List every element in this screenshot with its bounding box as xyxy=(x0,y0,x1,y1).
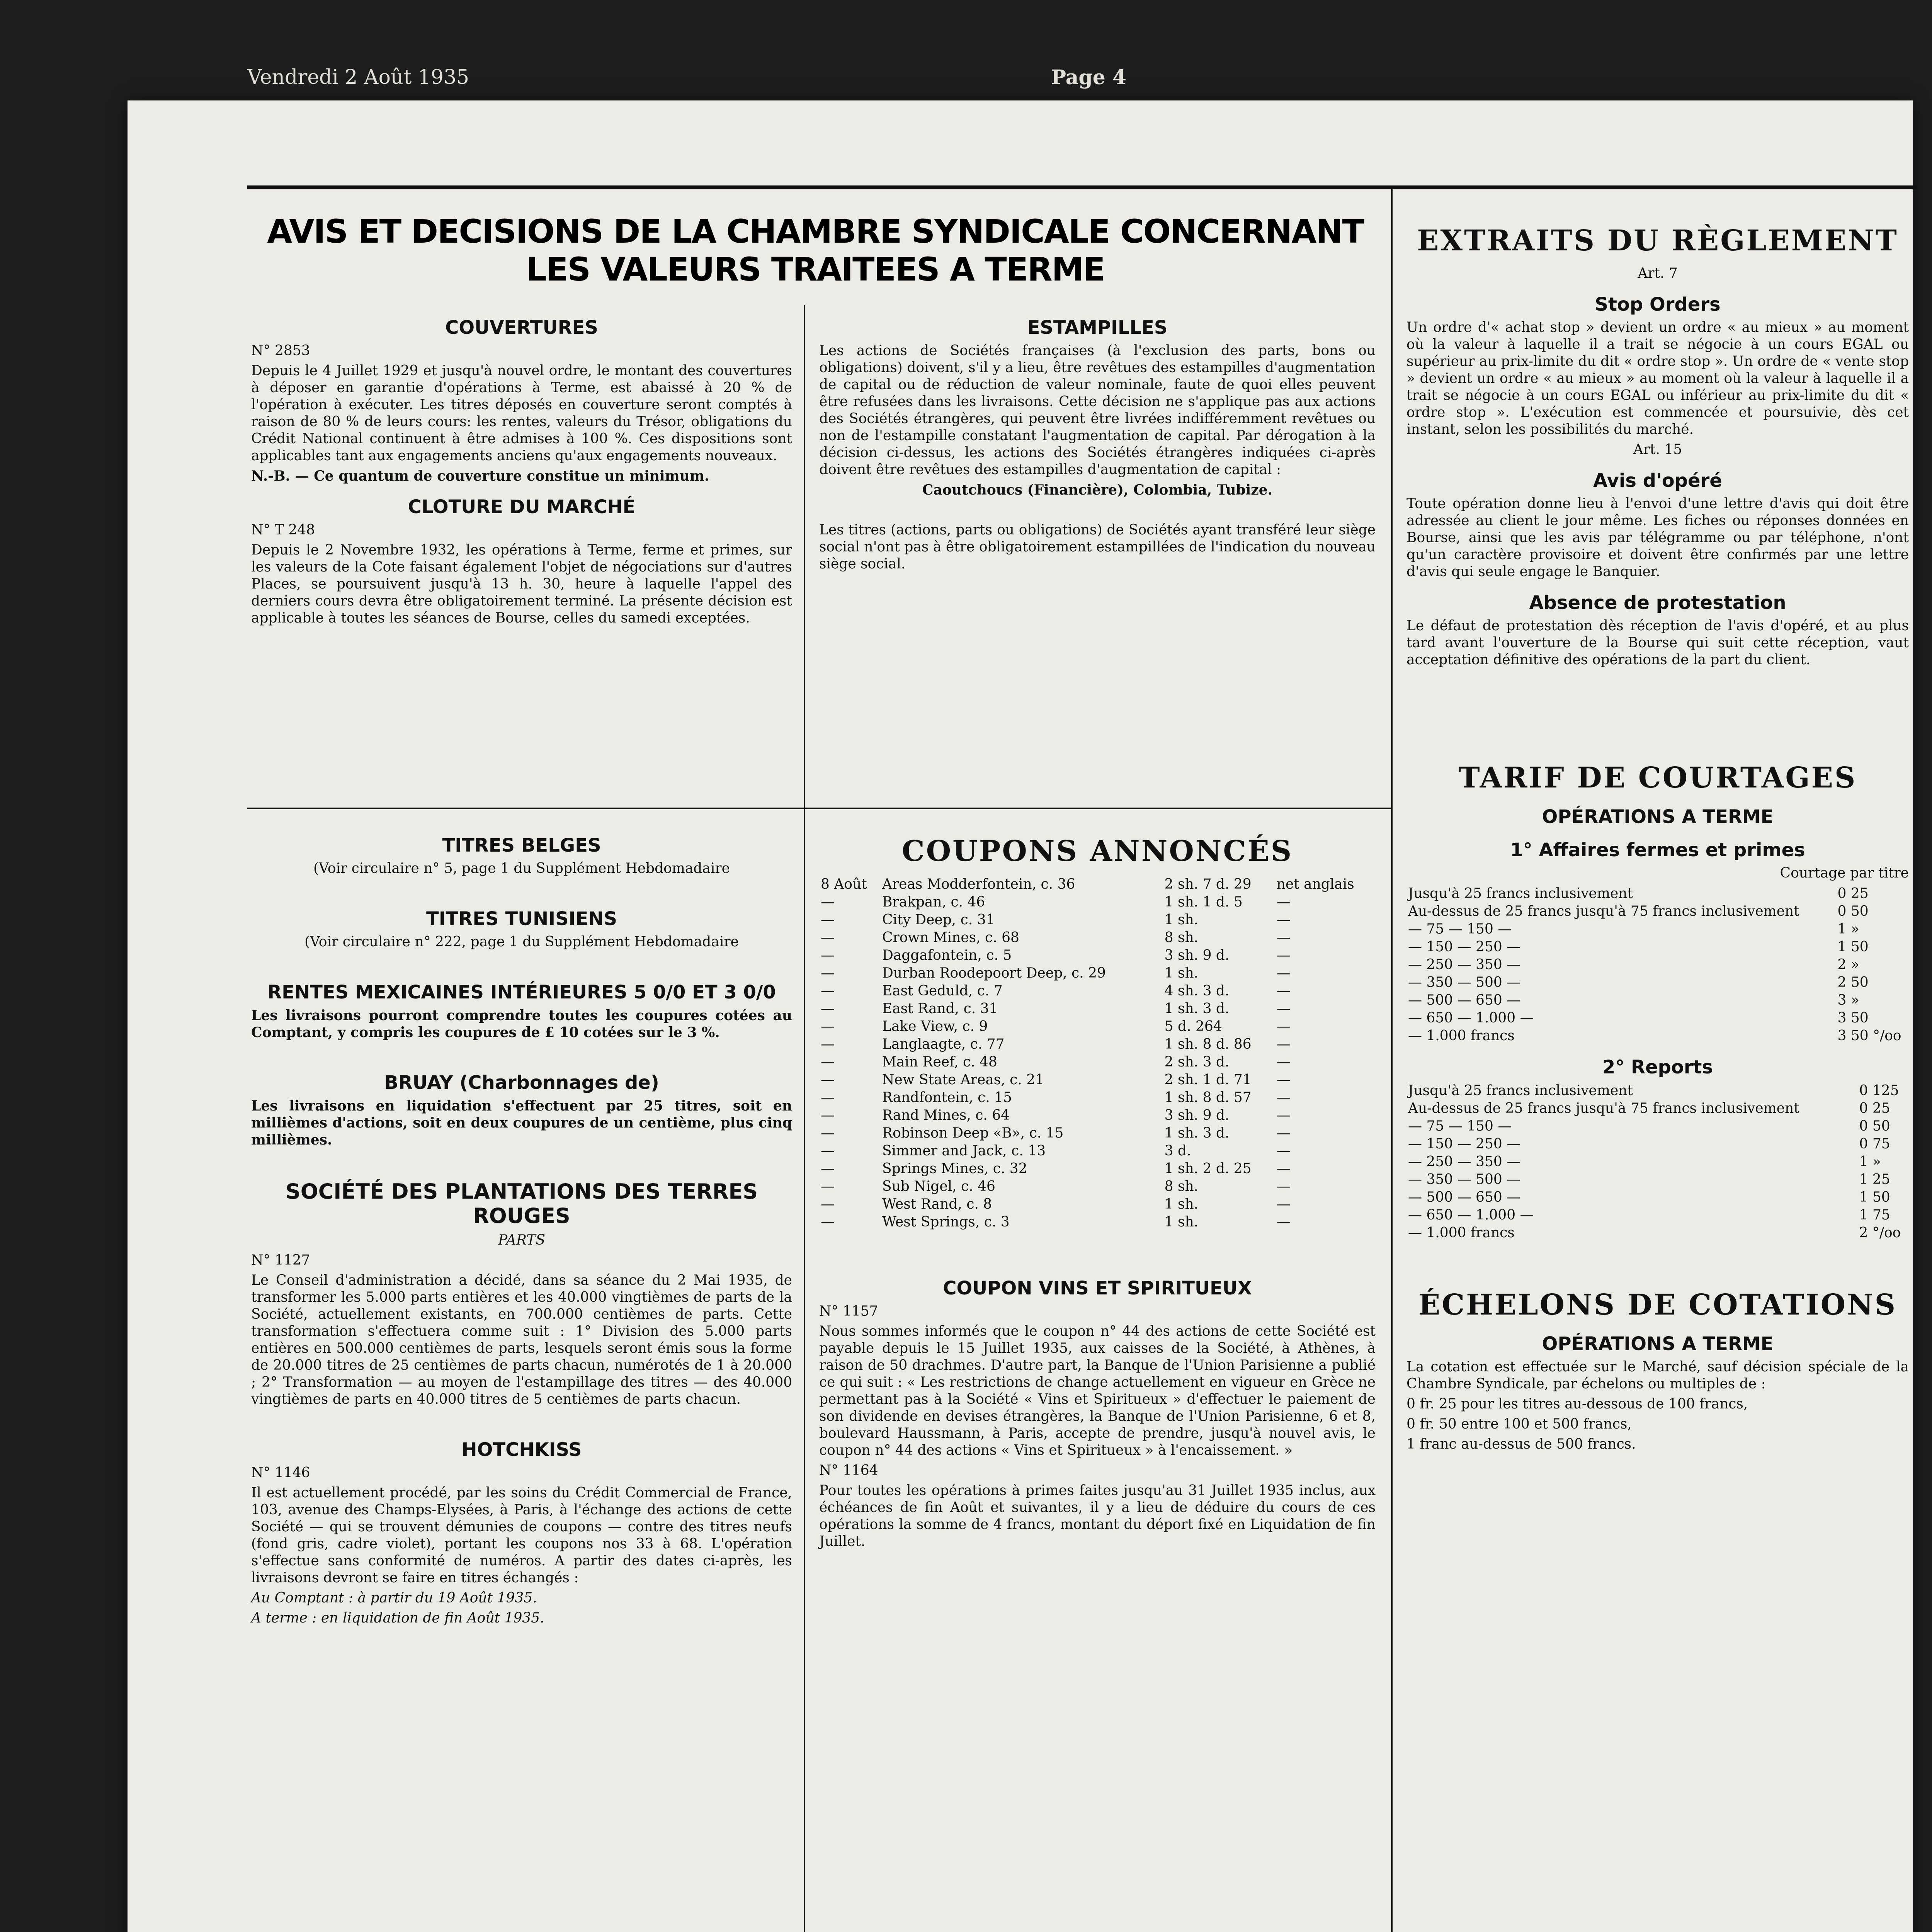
report-row-cell: — 500 — 650 — xyxy=(1408,1189,1521,1205)
coupon-row-cell: — xyxy=(1276,1019,1291,1034)
art-15: Art. 15 xyxy=(1633,442,1682,457)
vins-text2: Pour toutes les opérations à primes faites jusqu'au 31 Juillet 1935 inclus, aux échéances de fin Août et suivantes, il y a lieu de déduire du cours de ces opérations la somme de 4 francs, montant du déport fixé en Liquidation de fin Juillet. xyxy=(819,1483,1376,1549)
estampilles-heading: ESTAMPILLES xyxy=(1027,317,1168,338)
report-row-cell: 1 75 xyxy=(1859,1207,1890,1223)
coupon-row xyxy=(819,1124,1376,1142)
coupon-row xyxy=(819,982,1376,1000)
hotchkiss-heading: HOTCHKISS xyxy=(461,1439,582,1461)
coupon-row-cell: — xyxy=(1276,1125,1291,1141)
rate-row-cell: — 150 — 250 — xyxy=(1408,939,1521,955)
coupon-row-cell: West Springs, c. 3 xyxy=(882,1214,1010,1230)
echelons-heading: ÉCHELONS DE COTATIONS xyxy=(1418,1288,1897,1321)
stop-orders-text: Un ordre d'« achat stop » devient un ordre « au mieux » au moment où la valeur à laquelle il a trait se négocie à un cours EGAL ou supérieur au prix-limite du dit « ordre stop ». Un ordre de « vente stop » devient un ordre « au mieux » au moment où la valeur à laquelle il a trait se négocie à un cours EGAL ou inférieur au prix-limite du dit « ordre stop ». L'exécution est commencée et poursuivie, dès cet instant, selon les possibilités du marché. xyxy=(1406,320,1909,437)
page-header xyxy=(124,54,1909,112)
coupon-row-cell: — xyxy=(1276,1143,1291,1159)
rate-row xyxy=(1406,956,1909,974)
coupon-row xyxy=(819,1160,1376,1178)
mid-col-bottom xyxy=(819,823,1376,1553)
rate-row-cell: — 500 — 650 — xyxy=(1408,992,1521,1008)
column-rule xyxy=(804,808,805,1932)
coupon-row-cell: Robinson Deep «B», c. 15 xyxy=(882,1125,1064,1141)
coupon-row xyxy=(819,876,1376,893)
coupon-row-cell: Durban Roodepoort Deep, c. 29 xyxy=(882,965,1106,981)
coupon-row-cell: — xyxy=(1276,1001,1291,1017)
report-row-cell: Jusqu'à 25 francs inclusivement xyxy=(1408,1083,1633,1099)
rate-row xyxy=(1406,920,1909,938)
estampilles-list: Caoutchoucs (Financière), Colombia, Tubize. xyxy=(922,482,1273,498)
coupon-row-cell: — xyxy=(821,1143,835,1159)
reports-heading: 2° Reports xyxy=(1602,1056,1713,1078)
right-col xyxy=(1406,213,1909,1456)
issue-date: Vendredi 2 Août 1935 xyxy=(247,66,469,89)
vins-no2: N° 1164 xyxy=(819,1463,878,1478)
coupon-row-cell: Simmer and Jack, c. 13 xyxy=(882,1143,1046,1159)
rate-row-cell: 0 50 xyxy=(1837,903,1869,919)
coupon-row-cell: Lake View, c. 9 xyxy=(882,1019,988,1034)
couvertures-nb: N.-B. — Ce quantum de couverture constitue un minimum. xyxy=(251,468,709,484)
couvertures-text: Depuis le 4 Juillet 1929 et jusqu'à nouvel ordre, le montant des couvertures à déposer en garantie d'opérations à Terme, est abaissé à 20 % de l'opération à exécuter. Les titres déposés en couverture seront comptés à raison de 80 % de leurs cours: les rentes, valeurs du Trésor, obligations du Crédit National continuent à être admises à 100 %. Ces dispositions sont applicables tant aux engagements anciens qu'aux engagements nouveaux. xyxy=(251,363,792,464)
coupon-row xyxy=(819,1053,1376,1071)
report-row xyxy=(1406,1100,1909,1117)
terres-rouges-heading: SOCIÉTÉ DES PLANTATIONS DES TERRES ROUGES xyxy=(285,1179,758,1228)
tunisiens-text: (Voir circulaire n° 222, page 1 du Supplément Hebdomadaire xyxy=(304,934,739,950)
coupon-row-cell: 2 sh. 3 d. xyxy=(1164,1054,1230,1070)
coupon-row-cell: — xyxy=(1276,1090,1291,1105)
coupon-row xyxy=(819,1036,1376,1053)
coupon-row-cell: — xyxy=(1276,1196,1291,1212)
coupon-row-cell: net anglais xyxy=(1276,876,1354,892)
rate-row xyxy=(1406,903,1909,920)
belges-text: (Voir circulaire n° 5, page 1 du Supplément Hebdomadaire xyxy=(313,861,730,876)
coupon-row-cell: 1 sh. 8 d. 57 xyxy=(1164,1090,1252,1105)
estampilles-text: Les actions de Sociétés françaises (à l'exclusion des parts, bons ou obligations) doivent, s'il y a lieu, être revêtues des estampilles d'augmentation de capital ou de réduction de valeur nominale, faute de quoi elles peuvent être refusées dans les livraisons. Cette décision ne s'applique pas aux actions des Sociétés étrangères, qui peuvent être livrées indifféremment revêtues ou non de l'estampille constatant l'augmentation de capital. Par dérogation à la décision ci-dessus, les actions des Sociétés étrangères indiquées ci-après doivent être revêtues des estampilles d'augmentation de capital : xyxy=(819,343,1376,478)
rate-row xyxy=(1406,885,1909,903)
coupon-row-cell: — xyxy=(821,1054,835,1070)
coupon-row-cell: 1 sh. 3 d. xyxy=(1164,1125,1230,1141)
reglement-heading: EXTRAITS DU RÈGLEMENT xyxy=(1417,224,1898,257)
estampilles-text2: Les titres (actions, parts ou obligations) de Sociétés ayant transféré leur siège social n'ont pas à être obligatoirement estampillées de l'indication du nouveau siège social. xyxy=(819,522,1376,572)
coupon-row xyxy=(819,1107,1376,1124)
rentes-heading: RENTES MEXICAINES INTÉRIEURES 5 0/0 ET 3 0/0 xyxy=(267,981,776,1003)
courtage-label: Courtage par titre xyxy=(1780,865,1909,881)
rates-table-1 xyxy=(1406,885,1909,1045)
coupon-row xyxy=(819,1000,1376,1018)
coupon-row-cell: 3 d. xyxy=(1164,1143,1191,1159)
column-rule xyxy=(804,305,805,808)
coupon-row-cell: Randfontein, c. 15 xyxy=(882,1090,1012,1105)
rate-row xyxy=(1406,1027,1909,1045)
left-col-bottom xyxy=(251,823,792,1630)
coupon-row-cell: — xyxy=(821,1107,835,1123)
rate-row-cell: — 75 — 150 — xyxy=(1408,921,1512,937)
coupon-row-cell: — xyxy=(821,1125,835,1141)
coupon-row-cell: 1 sh. xyxy=(1164,912,1199,928)
coupon-row-cell: 1 sh. 1 d. 5 xyxy=(1164,894,1243,910)
report-row-cell: 1 25 xyxy=(1859,1172,1890,1187)
report-row-cell: 1 » xyxy=(1859,1154,1881,1170)
stop-orders-heading: Stop Orders xyxy=(1595,294,1721,315)
coupon-row-cell: — xyxy=(1276,1161,1291,1177)
coupon-row-cell: — xyxy=(821,1196,835,1212)
coupon-row-cell: 2 sh. 1 d. 71 xyxy=(1164,1072,1252,1088)
echelons-text: La cotation est effectuée sur le Marché, sauf décision spéciale de la Chambre Syndicale, par échelons ou multiples de : xyxy=(1406,1359,1909,1392)
coupon-row-cell: — xyxy=(821,1001,835,1017)
coupon-row-cell: 2 sh. 7 d. 29 xyxy=(1164,876,1252,892)
report-row-cell: — 1.000 francs xyxy=(1408,1225,1515,1241)
report-row-cell: — 250 — 350 — xyxy=(1408,1154,1521,1170)
coupon-row-cell: 8 Août xyxy=(821,876,867,892)
coupon-row-cell: — xyxy=(821,1072,835,1088)
rate-row-cell: 3 50 xyxy=(1837,1010,1869,1026)
coupon-row-cell: Brakpan, c. 46 xyxy=(882,894,985,910)
coupon-row-cell: 3 sh. 9 d. xyxy=(1164,947,1230,963)
rate-row-cell: — 650 — 1.000 — xyxy=(1408,1010,1534,1026)
coupon-row-cell: — xyxy=(821,1090,835,1105)
coupon-row-cell: — xyxy=(1276,965,1291,981)
operations-heading: OPÉRATIONS A TERME xyxy=(1542,806,1774,828)
coupon-row-cell: Daggafontein, c. 5 xyxy=(882,947,1012,963)
coupon-row-cell: Langlaagte, c. 77 xyxy=(882,1036,1005,1052)
coupon-row-cell: — xyxy=(1276,947,1291,963)
echelon-3: 1 franc au-dessus de 500 francs. xyxy=(1406,1436,1636,1452)
report-row xyxy=(1406,1189,1909,1206)
mid-col-top xyxy=(819,305,1376,576)
coupon-row xyxy=(819,1071,1376,1089)
report-row-cell: — 150 — 250 — xyxy=(1408,1136,1521,1152)
echelon-2: 0 fr. 50 entre 100 et 500 francs, xyxy=(1406,1416,1632,1432)
column-rule xyxy=(1391,189,1393,1932)
report-row xyxy=(1406,1171,1909,1189)
rate-row xyxy=(1406,938,1909,956)
report-row xyxy=(1406,1135,1909,1153)
rate-row-cell: — 350 — 500 — xyxy=(1408,975,1521,990)
coupon-row-cell: — xyxy=(1276,912,1291,928)
terres-rouges-no: N° 1127 xyxy=(251,1252,310,1268)
coupon-row xyxy=(819,964,1376,982)
report-row-cell: — 75 — 150 — xyxy=(1408,1118,1512,1134)
coupon-row-cell: — xyxy=(821,894,835,910)
report-row xyxy=(1406,1153,1909,1171)
coupon-row-cell: — xyxy=(1276,1214,1291,1230)
coupon-row-cell: 1 sh. 2 d. 25 xyxy=(1164,1161,1252,1177)
coupon-row-cell: — xyxy=(1276,983,1291,999)
hotchkiss-comptant: Au Comptant : à partir du 19 Août 1935. xyxy=(251,1590,537,1606)
coupon-row xyxy=(819,1196,1376,1213)
report-row-cell: — 350 — 500 — xyxy=(1408,1172,1521,1187)
affaires-heading: 1° Affaires fermes et primes xyxy=(1510,839,1805,861)
coupon-row-cell: Crown Mines, c. 68 xyxy=(882,930,1019,946)
terres-rouges-sub: PARTS xyxy=(498,1232,546,1248)
report-row xyxy=(1406,1206,1909,1224)
coupon-row xyxy=(819,911,1376,929)
coupon-row-cell: — xyxy=(821,1161,835,1177)
coupon-row-cell: — xyxy=(821,1179,835,1194)
belges-heading: TITRES BELGES xyxy=(442,835,601,856)
coupon-row-cell: Rand Mines, c. 64 xyxy=(882,1107,1010,1123)
report-row-cell: 0 75 xyxy=(1859,1136,1890,1152)
couvertures-heading: COUVERTURES xyxy=(445,317,598,338)
coupon-row-cell: 1 sh. xyxy=(1164,965,1199,981)
report-row-cell: Au-dessus de 25 francs jusqu'à 75 francs inclusivement xyxy=(1408,1100,1799,1116)
coupon-row-cell: — xyxy=(1276,1179,1291,1194)
report-row-cell: — 650 — 1.000 — xyxy=(1408,1207,1534,1223)
coupon-row-cell: 5 d. 264 xyxy=(1164,1019,1222,1034)
rate-row-cell: 2 50 xyxy=(1837,975,1869,990)
coupon-row-cell: 1 sh. xyxy=(1164,1196,1199,1212)
avis-heading: Avis d'opéré xyxy=(1593,470,1722,492)
coupon-row-cell: West Rand, c. 8 xyxy=(882,1196,992,1212)
coupon-row-cell: — xyxy=(821,1214,835,1230)
coupon-row xyxy=(819,1142,1376,1160)
terres-rouges-text: Le Conseil d'administration a décidé, dans sa séance du 2 Mai 1935, de transformer les 5.000 parts entières et les 40.000 vingtièmes de parts de la Société, actuellement existants, en 700.000 centièmes de parts. Cette transformation s'effectuera comme suit : 1° Division des 5.000 parts entières en 500.000 centièmes de parts, lesquels seront émis sous la forme de 20.000 titres de 25 centièmes de parts chacun, numérotés de 1 à 20.000 ; 2° Transformation — au moyen de l'estampillage des titres — des 40.000 vingtièmes de parts en 40.000 titres de 5 centièmes de parts chacun. xyxy=(251,1272,792,1407)
rate-row-cell: Au-dessus de 25 francs jusqu'à 75 francs inclusivement xyxy=(1408,903,1799,919)
tunisiens-heading: TITRES TUNISIENS xyxy=(426,908,617,930)
rate-row-cell: Jusqu'à 25 francs inclusivement xyxy=(1408,886,1633,901)
rate-row-cell: 1 » xyxy=(1837,921,1859,937)
avis-text: Toute opération donne lieu à l'envoi d'une lettre d'avis qui doit être adressée au client le jour même. Les fiches ou réponses données en Bourse, ainsi que les avis par télégramme ou par téléphone, n'ont qu'un caractère provisoire et doivent être confirmés par une lettre d'avis qui seule engage le Banquier. xyxy=(1406,496,1909,580)
rate-row xyxy=(1406,992,1909,1009)
coupon-row-cell: East Rand, c. 31 xyxy=(882,1001,998,1017)
coupon-row xyxy=(819,1213,1376,1231)
section-rule xyxy=(247,808,1391,809)
report-row-cell: 1 50 xyxy=(1859,1189,1890,1205)
report-row-cell: 2 °/oo xyxy=(1859,1225,1901,1241)
art-7: Art. 7 xyxy=(1638,265,1678,281)
coupon-row-cell: East Geduld, c. 7 xyxy=(882,983,1003,999)
coupon-row xyxy=(819,929,1376,947)
report-row xyxy=(1406,1224,1909,1242)
coupon-row-cell: — xyxy=(1276,1072,1291,1088)
rate-row-cell: 3 » xyxy=(1837,992,1859,1008)
hotchkiss-terme: A terme : en liquidation de fin Août 1935. xyxy=(251,1610,544,1626)
left-col-top xyxy=(251,305,792,630)
tarif-heading: TARIF DE COURTAGES xyxy=(1458,761,1857,794)
rate-row xyxy=(1406,1009,1909,1027)
couvertures-no: N° 2853 xyxy=(251,343,310,359)
rate-row xyxy=(1406,974,1909,992)
coupon-row-cell: — xyxy=(821,912,835,928)
rate-row-cell: 0 25 xyxy=(1837,886,1869,901)
cloture-heading: CLOTURE DU MARCHÉ xyxy=(408,496,636,518)
cloture-text: Depuis le 2 Novembre 1932, les opérations à Terme, ferme et primes, sur les valeurs de la Cote faisant également l'objet de négociations sur d'autres Places, se poursuivent jusqu'à 13 h. 30, heure à laquelle l'appel des derniers cours devra être obligatoirement terminé. La présente décision est applicable à toutes les séances de Bourse, celles du samedi exceptées. xyxy=(251,542,792,626)
coupons-table xyxy=(819,876,1376,1231)
rate-row-cell: 1 50 xyxy=(1837,939,1869,955)
report-row xyxy=(1406,1082,1909,1100)
coupon-row-cell: — xyxy=(821,930,835,946)
vins-heading: COUPON VINS ET SPIRITUEUX xyxy=(943,1277,1252,1299)
coupon-row-cell: 1 sh. 3 d. xyxy=(1164,1001,1230,1017)
coupon-row xyxy=(819,1089,1376,1107)
coupon-row-cell: 8 sh. xyxy=(1164,930,1199,946)
coupon-row-cell: — xyxy=(821,983,835,999)
coupon-row-cell: — xyxy=(1276,894,1291,910)
coupon-row-cell: 1 sh. xyxy=(1164,1214,1199,1230)
coupon-row-cell: 4 sh. 3 d. xyxy=(1164,983,1230,999)
coupon-row-cell: Sub Nigel, c. 46 xyxy=(882,1179,995,1194)
coupon-row xyxy=(819,893,1376,911)
main-headline: AVIS ET DECISIONS DE LA CHAMBRE SYNDICALE CONCERNANT LES VALEURS TRAITEES A TERME xyxy=(267,213,1364,288)
report-row-cell: 0 125 xyxy=(1859,1083,1899,1099)
report-row xyxy=(1406,1117,1909,1135)
content-frame xyxy=(247,185,1917,1932)
bruay-heading: BRUAY (Charbonnages de) xyxy=(384,1072,659,1094)
coupon-row-cell: 1 sh. 8 d. 86 xyxy=(1164,1036,1252,1052)
coupon-row-cell: — xyxy=(1276,1036,1291,1052)
protestation-heading: Absence de protestation xyxy=(1529,592,1786,614)
coupons-heading: COUPONS ANNONCÉS xyxy=(901,835,1293,868)
rate-row-cell: 3 50 °/oo xyxy=(1837,1028,1901,1044)
coupon-row xyxy=(819,1178,1376,1196)
cloture-no: N° T 248 xyxy=(251,522,315,538)
coupon-row-cell: — xyxy=(821,947,835,963)
echelon-1: 0 fr. 25 pour les titres au-dessous de 100 francs, xyxy=(1406,1396,1748,1412)
rates-table-2 xyxy=(1406,1082,1909,1242)
coupon-row-cell: Areas Modderfontein, c. 36 xyxy=(882,876,1075,892)
bruay-text: Les livraisons en liquidation s'effectuent par 25 titres, soit en millièmes d'actions, soit en deux coupures de un centième, plus cinq millièmes. xyxy=(251,1098,792,1148)
report-row-cell: 0 50 xyxy=(1859,1118,1890,1134)
operations-heading-2: OPÉRATIONS A TERME xyxy=(1542,1333,1774,1355)
vins-no: N° 1157 xyxy=(819,1303,878,1319)
rate-row-cell: — 250 — 350 — xyxy=(1408,957,1521,973)
hotchkiss-no: N° 1146 xyxy=(251,1465,310,1481)
rate-row-cell: 2 » xyxy=(1837,957,1859,973)
coupon-row-cell: 8 sh. xyxy=(1164,1179,1199,1194)
report-row-cell: 0 25 xyxy=(1859,1100,1890,1116)
rentes-text: Les livraisons pourront comprendre toutes les coupures cotées au Comptant, y compris les coupures de £ 10 cotées sur le 3 %. xyxy=(251,1007,792,1041)
coupon-row xyxy=(819,1018,1376,1036)
coupon-row-cell: Main Reef, c. 48 xyxy=(882,1054,997,1070)
coupon-row-cell: — xyxy=(1276,1054,1291,1070)
coupon-row-cell: — xyxy=(821,965,835,981)
coupon-row-cell: City Deep, c. 31 xyxy=(882,912,995,928)
coupon-row-cell: Springs Mines, c. 32 xyxy=(882,1161,1027,1177)
coupon-row-cell: New State Areas, c. 21 xyxy=(882,1072,1044,1088)
protestation-text: Le défaut de protestation dès réception de l'avis d'opéré, et au plus tard avant l'ouverture de la Bourse qui suit cette réception, vaut acceptation définitive des opérations de la part du client. xyxy=(1406,618,1909,668)
coupon-row-cell: — xyxy=(1276,1107,1291,1123)
page-number: Page 4 xyxy=(1051,66,1127,89)
hotchkiss-text: Il est actuellement procédé, par les soins du Crédit Commercial de France, 103, avenue des Champs-Elysées, à Paris, à l'échange des actions de cette Société — qui se trouvent démunies de coupons — contre des titres neufs (fond gris, cadre violet), portant les coupons nos 33 à 68. L'opération s'effectue sans conformité de numéros. A partir des dates ci-après, les livraisons devront se faire en titres échangés : xyxy=(251,1485,792,1586)
coupon-row-cell: — xyxy=(821,1036,835,1052)
coupon-row-cell: 3 sh. 9 d. xyxy=(1164,1107,1230,1123)
coupon-row-cell: — xyxy=(821,1019,835,1034)
vins-text: Nous sommes informés que le coupon n° 44 des actions de cette Société est payable depuis le 15 Juillet 1935, aux caisses de la Société, à Athènes, à raison de 50 drachmes. D'autre part, la Banque de l'Union Parisienne a publié ce qui suit : « Les restrictions de change actuellement en vigueur en Grèce ne permettant pas à la Société « Vins et Spiritueux » d'effectuer le paiement de son dividende en devises étrangères, la Banque de l'Union Parisienne, 6 et 8, boulevard Haussmann, à Paris, accepte de prendre, jusqu'à nouvel avis, le coupon n° 44 des actions « Vins et Spiritueux » à l'encaissement. » xyxy=(819,1323,1376,1458)
coupon-row xyxy=(819,947,1376,964)
rate-row-cell: — 1.000 francs xyxy=(1408,1028,1515,1044)
coupon-row-cell: — xyxy=(1276,930,1291,946)
